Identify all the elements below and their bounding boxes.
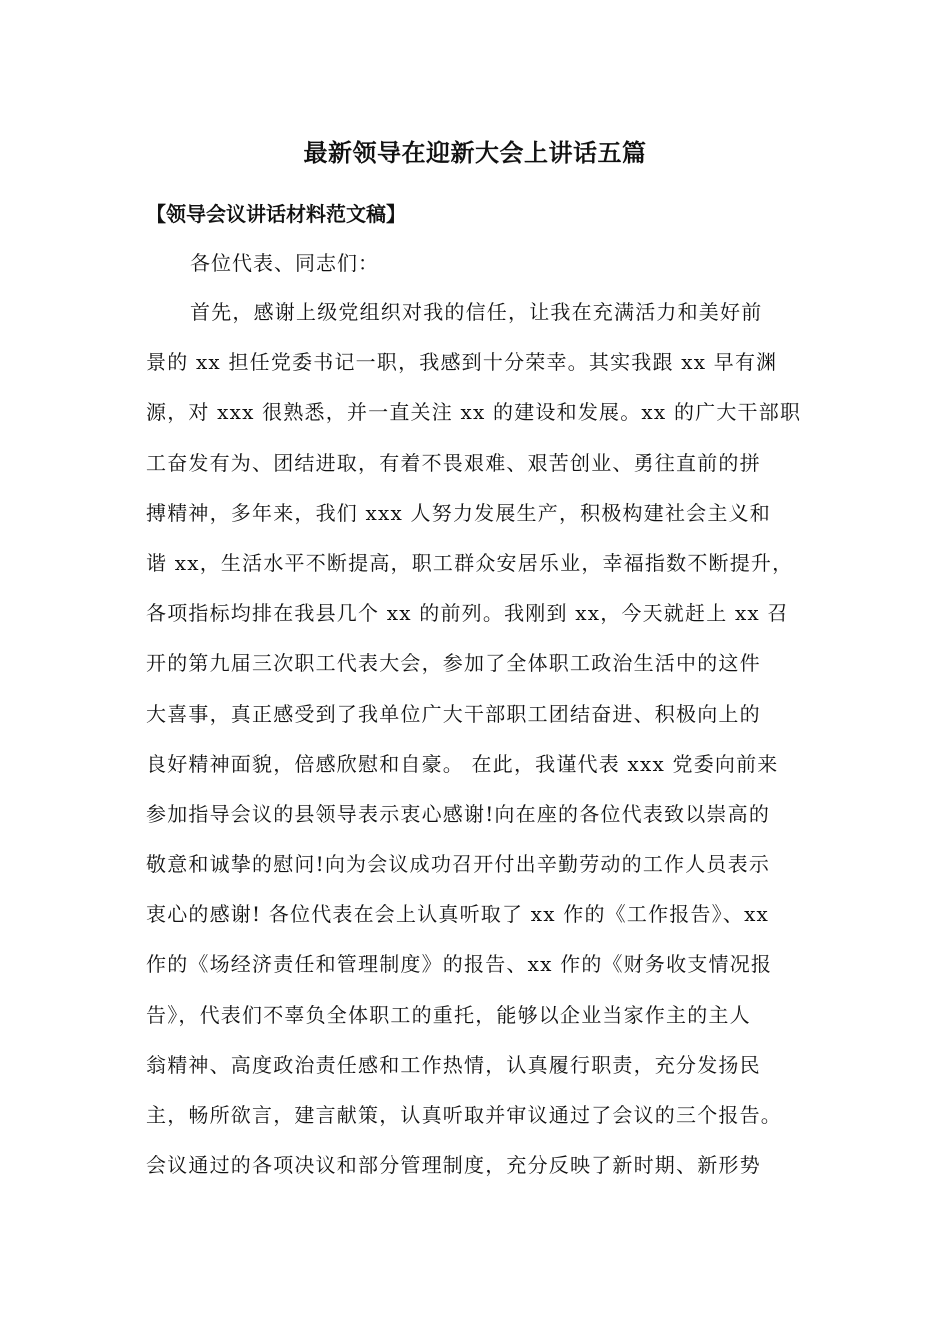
section-heading: 【领导会议讲话材料范文稿】 [146, 202, 406, 226]
salutation: 各位代表、同志们： [190, 251, 379, 275]
paragraph-line: 各项指标均排在我县几个 xx 的前列。我刚到 xx，今天就赶上 xx 召 [146, 601, 789, 626]
paragraph-line: 工奋发有为、团结进取，有着不畏艰难、艰苦创业、勇往直前的拼 [146, 450, 761, 475]
paragraph-line: 会议通过的各项决议和部分管理制度，充分反映了新时期、新形势 [146, 1153, 761, 1178]
paragraph-line: 参加指导会议的县领导表示衷心感谢!向在座的各位代表致以崇高的 [146, 801, 771, 826]
paragraph-line: 源，对 xxx 很熟悉，并一直关注 xx 的建设和发展。xx 的广大干部职 [146, 400, 802, 425]
paragraph-line: 翁精神、高度政治责任感和工作热情，认真履行职责，充分发扬民 [146, 1052, 761, 1077]
body-paragraph [146, 294, 816, 1197]
paragraph-line: 景的 xx 担任党委书记一职，我感到十分荣幸。其实我跟 xx 早有渊 [146, 350, 778, 375]
document-title: 最新领导在迎新大会上讲话五篇 [303, 138, 647, 167]
paragraph-line: 作的《场经济责任和管理制度》的报告、xx 作的《财务收支情况报 [146, 952, 773, 977]
paragraph-line: 大喜事，真正感受到了我单位广大干部职工团结奋进、积极向上的 [146, 701, 761, 726]
paragraph-line: 搏精神，多年来，我们 xxx 人努力发展生产，积极构建社会主义和 [146, 500, 771, 525]
paragraph-line: 敬意和诚挚的慰问!向为会议成功召开付出辛勤劳动的工作人员表示 [146, 852, 771, 877]
paragraph-line: 良好精神面貌，倍感欣慰和自豪。 在此，我谨代表 xxx 党委向前来 [146, 751, 779, 776]
paragraph-line: 衷心的感谢! 各位代表在会上认真听取了 xx 作的《工作报告》、xx [146, 902, 770, 927]
paragraph-line: 开的第九届三次职工代表大会，参加了全体职工政治生活中的这件 [146, 651, 761, 676]
paragraph-line: 主，畅所欲言，建言献策，认真听取并审议通过了会议的三个报告。 [146, 1103, 782, 1127]
paragraph-line: 告》，代表们不辜负全体职工的重托，能够以企业当家作主的主人 [146, 1002, 751, 1027]
paragraph-line: 谐 xx，生活水平不断提高，职工群众安居乐业，幸福指数不断提升， [146, 550, 794, 575]
paragraph-line: 首先，感谢上级党组织对我的信任，让我在充满活力和美好前 [190, 300, 763, 324]
